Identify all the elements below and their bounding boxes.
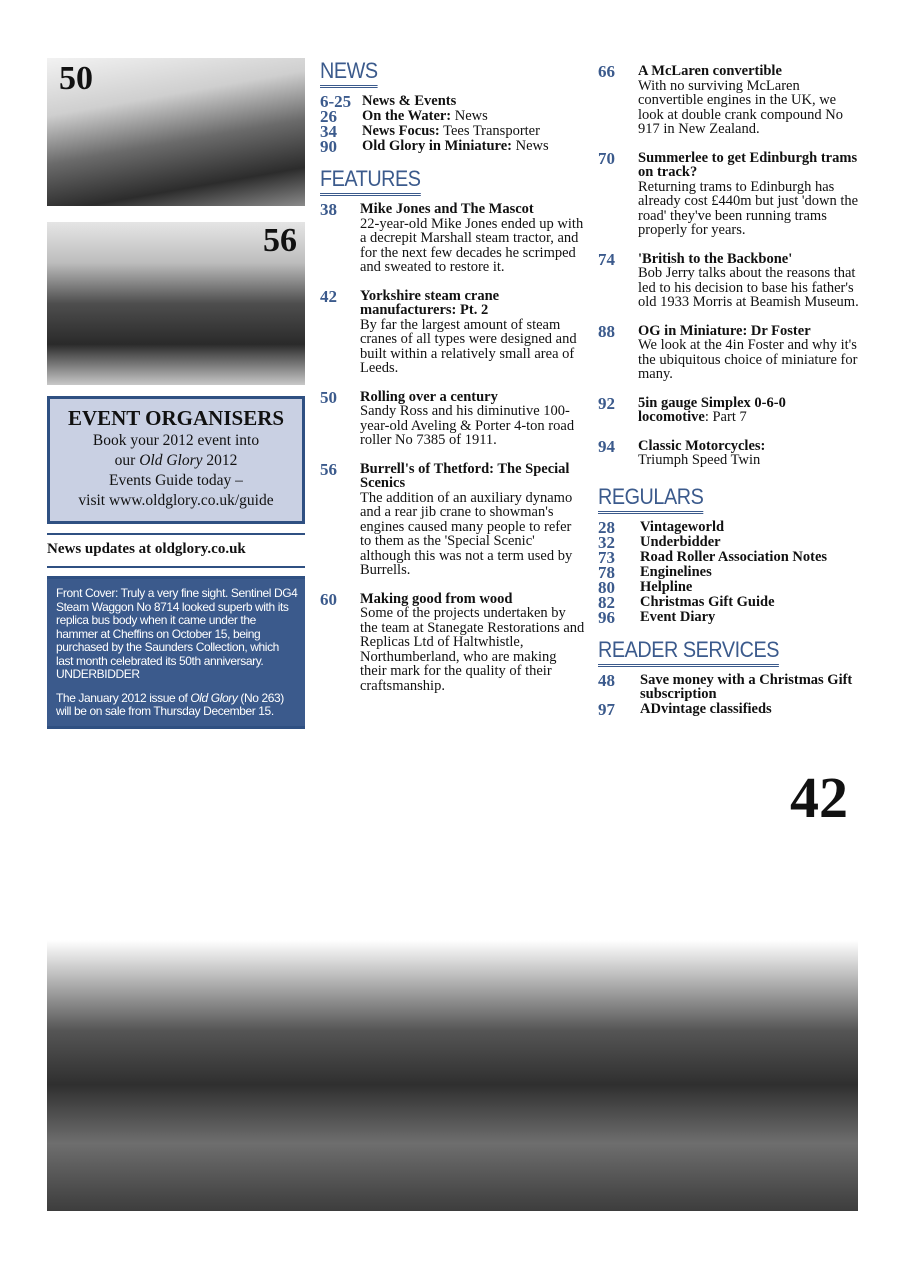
contents-column-right <box>598 64 860 717</box>
feature-description: Sandy Ross and his diminutive 100-year-old Aveling & Porter 4-ton road roller No 7385 of 1911. <box>360 403 575 448</box>
page-number: 97 <box>598 699 615 719</box>
photo-page-number: 56 <box>263 222 297 259</box>
contents-item[interactable] <box>320 139 585 154</box>
page-number: 34 <box>320 122 337 141</box>
item-text <box>638 324 860 382</box>
page-number: 82 <box>598 592 615 612</box>
item-title: Enginelines <box>640 563 712 580</box>
item-title: Save money with a Christmas Gift subscription <box>640 671 853 702</box>
feature-item[interactable] <box>598 436 860 468</box>
contents-item[interactable] <box>320 124 585 139</box>
item-text <box>360 592 585 694</box>
item-text <box>638 439 765 468</box>
event-line: our Old Glory 2012 <box>114 452 238 469</box>
showmans-engines-photo <box>47 222 305 385</box>
item-text <box>360 289 585 376</box>
page-number: 78 <box>598 562 615 582</box>
feature-item[interactable] <box>320 286 585 376</box>
item-title: Vintageworld <box>640 518 725 535</box>
contents-item[interactable] <box>598 577 860 597</box>
item-text <box>638 151 860 238</box>
feature-title: 5in gauge Simplex 0-6-0 locomotive <box>638 394 786 425</box>
feature-item[interactable] <box>598 249 860 310</box>
feature-title: Classic Motorcycles: <box>638 437 766 454</box>
photo-credit: UNDERBIDDER <box>56 667 140 681</box>
next-issue-note: The January 2012 issue of Old Glory (No 263) will be on sale from Thursday December 15. <box>56 690 284 718</box>
item-text <box>360 390 585 448</box>
contents-column-middle <box>320 58 585 707</box>
item-title: Christmas Gift Guide <box>640 593 775 610</box>
event-line: Events Guide today – <box>109 472 243 489</box>
item-subtitle: Tees Transporter <box>439 123 540 139</box>
feature-title: Mike Jones and The Mascot <box>360 201 534 217</box>
page-number: 90 <box>320 137 337 156</box>
contents-item[interactable] <box>320 94 585 109</box>
section-heading: REGULARS <box>598 484 703 514</box>
item-text <box>640 550 827 565</box>
page-number: 42 <box>320 286 337 306</box>
item-text <box>640 565 712 580</box>
feature-description: With no surviving McLaren convertible engines in the UK, we look at double crank compound No 917 in New Zealand. <box>638 77 843 137</box>
divider <box>47 533 305 535</box>
traction-engine-photo <box>47 58 305 206</box>
item-text <box>640 595 775 610</box>
item-text <box>362 124 540 139</box>
item-title: Underbidder <box>640 533 721 550</box>
feature-title: Making good from wood <box>360 590 513 607</box>
item-title: On the Water: <box>362 108 452 124</box>
feature-title: A McLaren convertible <box>638 63 782 79</box>
item-title: Old Glory in Miniature: <box>362 138 512 154</box>
cover-caption-box <box>47 576 305 729</box>
feature-description: Returning trams to Edinburgh has already cost £440m but just 'down the road' they've been running trams properly for years. <box>638 178 859 238</box>
contents-item[interactable] <box>598 607 860 627</box>
event-link[interactable]: visit www.oldglory.co.uk/guide <box>78 492 274 509</box>
page-number: 48 <box>598 670 615 690</box>
item-text <box>362 94 456 109</box>
section-heading: FEATURES <box>320 166 421 196</box>
section-heading: READER SERVICES <box>598 637 779 667</box>
feature-item[interactable] <box>320 202 585 275</box>
cover-caption: Front Cover: Truly a very fine sight. Sentinel DG4 Steam Waggon No 8714 looked superb with its replica bus body when it came under the hammer at Cheffins on October 15, being purchased by the Saunders Collection, which last month celebrated its 50th anniversary. <box>56 586 298 668</box>
feature-description: Some of the projects undertaken by the team at Stanegate Restorations and Replicas Ltd of Haltwhistle, Northumberland, who are making their mark for the quality of their craftsmanship. <box>360 605 585 694</box>
event-line: Book your 2012 event into <box>92 432 260 449</box>
item-title: News Focus: <box>362 123 440 139</box>
page-number: 70 <box>598 148 615 168</box>
feature-item[interactable] <box>598 64 860 137</box>
feature-item[interactable] <box>320 387 585 448</box>
page-number: 80 <box>598 577 615 597</box>
item-text <box>362 109 488 124</box>
contents-item[interactable] <box>598 699 860 719</box>
page-number: 26 <box>320 107 337 126</box>
contents-item[interactable] <box>598 532 860 552</box>
contents-item[interactable] <box>320 109 585 124</box>
page-number: 92 <box>598 393 615 413</box>
divider <box>47 566 305 568</box>
contents-item[interactable] <box>598 562 860 582</box>
feature-description: Triumph Speed Twin <box>638 452 761 468</box>
item-subtitle: News <box>451 108 488 124</box>
item-text <box>640 610 715 625</box>
feature-item[interactable] <box>320 589 585 694</box>
item-text <box>638 252 860 310</box>
item-subtitle: News <box>511 138 549 154</box>
contents-item[interactable] <box>598 517 860 537</box>
photo-page-number: 50 <box>59 60 93 97</box>
item-text <box>640 673 860 702</box>
item-title: ADvintage classifieds <box>640 700 772 717</box>
feature-title: Summerlee to get Edinburgh trams on track? <box>638 149 858 180</box>
page-number: 73 <box>598 547 615 567</box>
feature-description: Bob Jerry talks about the reasons that led to his decision to base his father's old 1933 Morris at Beamish Museum. <box>638 265 859 310</box>
item-text <box>360 462 585 578</box>
item-title: Helpline <box>640 578 693 595</box>
page-number: 32 <box>598 532 615 552</box>
photo-page-number: 42 <box>790 765 848 830</box>
feature-title: 'British to the Backbone' <box>638 250 793 267</box>
feature-item[interactable] <box>598 393 860 425</box>
feature-description: The addition of an auxiliary dynamo and a rear jib crane to showman's engines caused many people to refer to them as the 'Special Scenic' although this was not a term used by Burrells. <box>360 489 573 578</box>
item-text <box>640 702 772 717</box>
feature-title: OG in Miniature: Dr Foster <box>638 322 811 339</box>
feature-description: 22-year-old Mike Jones ended up with a decrepit Marshall steam tractor, and for the next few decades he scrimped and sweated to restore it. <box>360 215 584 275</box>
page-number: 6-25 <box>320 92 352 111</box>
item-title: Event Diary <box>640 608 716 625</box>
news-updates-link[interactable]: News updates at oldglory.co.uk <box>47 541 246 557</box>
page-number: 56 <box>320 459 337 479</box>
feature-description: We look at the 4in Foster and why it's the ubiquitous choice of miniature for many. <box>638 337 858 382</box>
feature-title: Yorkshire steam crane manufacturers: Pt. 2 <box>360 287 500 318</box>
page-number: 66 <box>598 62 615 81</box>
contents-item[interactable] <box>598 547 860 567</box>
feature-title: Rolling over a century <box>360 388 498 405</box>
item-text <box>640 520 724 535</box>
feature-item[interactable] <box>320 459 585 578</box>
item-text <box>638 396 860 425</box>
feature-description: By far the largest amount of steam cranes of all types were designed and built within a relatively small area of Leeds. <box>360 316 577 376</box>
feature-description: : Part 7 <box>704 409 747 425</box>
page-number: 94 <box>598 436 615 456</box>
item-text <box>362 139 549 154</box>
contents-item[interactable] <box>598 592 860 612</box>
page-number: 88 <box>598 321 615 341</box>
item-text <box>640 580 692 595</box>
page-number: 50 <box>320 387 337 407</box>
feature-item[interactable] <box>598 321 860 382</box>
event-title: EVENT ORGANISERS <box>67 406 285 430</box>
feature-item[interactable] <box>598 148 860 238</box>
page-number: 28 <box>598 517 615 537</box>
section-heading: NEWS <box>320 58 378 88</box>
steam-crane-photo <box>47 760 858 1211</box>
page-number: 60 <box>320 589 337 609</box>
page-number: 38 <box>320 200 337 219</box>
item-title: News & Events <box>362 93 457 109</box>
event-organisers-box <box>47 396 305 524</box>
item-text <box>640 535 721 550</box>
feature-title: Burrell's of Thetford: The Special Scenics <box>360 460 570 491</box>
page-number: 96 <box>598 607 615 627</box>
item-text <box>638 64 860 137</box>
page-number: 74 <box>598 249 615 269</box>
item-text <box>360 202 585 275</box>
contents-item[interactable] <box>598 670 860 702</box>
item-title: Road Roller Association Notes <box>640 548 828 565</box>
